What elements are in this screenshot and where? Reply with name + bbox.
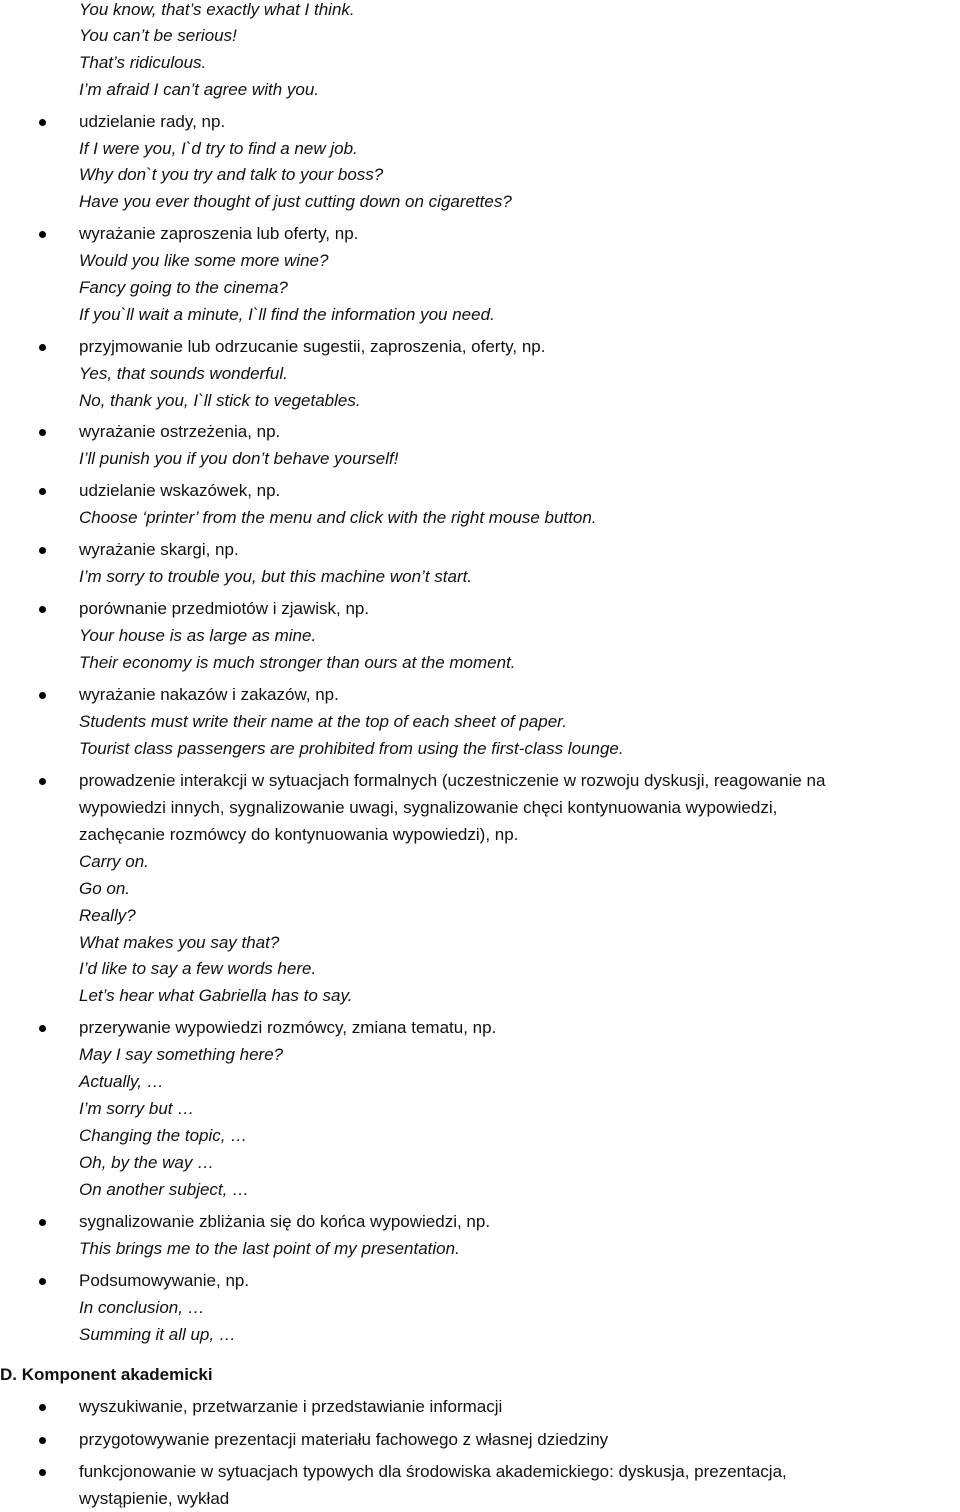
example-text: Oh, by the way … xyxy=(79,1153,215,1172)
bullet-icon xyxy=(39,606,46,613)
example-text: Why don`t you try and talk to your boss? xyxy=(79,165,384,184)
bullet-icon xyxy=(39,692,46,699)
example-text: You know, that’s exactly what I think. xyxy=(79,0,355,19)
example-text: Students must write their name at the top of each sheet of paper. xyxy=(79,712,567,731)
example-text: Tourist class passengers are prohibited from using the first-class lounge. xyxy=(79,739,624,758)
bullet-icon xyxy=(39,488,46,495)
example-text: If you`ll wait a minute, I`ll find the information you need. xyxy=(79,305,495,324)
example-text: If I were you, I`d try to find a new job. xyxy=(79,139,358,158)
bullet-item-text: wyrażanie zaproszenia lub oferty, np. xyxy=(79,224,359,243)
example-text: May I say something here? xyxy=(79,1045,284,1064)
bullet-item-text: wyrażanie nakazów i zakazów, np. xyxy=(79,685,339,704)
bullet-item-text: prowadzenie interakcji w sytuacjach formalnych (uczestniczenie w rozwoju dyskusji, reagowanie na xyxy=(79,771,826,790)
example-text: This brings me to the last point of my presentation. xyxy=(79,1239,460,1258)
bullet-item-text: wypowiedzi innych, sygnalizowanie uwagi, sygnalizowanie chęci kontynuowania wypowiedzi, xyxy=(79,798,778,817)
bullet-icon xyxy=(39,778,46,785)
example-text: I’m sorry but … xyxy=(79,1099,195,1118)
section-heading: D. Komponent akademicki xyxy=(0,1365,213,1384)
bullet-item-text: przyjmowanie lub odrzucanie sugestii, zaproszenia, oferty, np. xyxy=(79,337,546,356)
bullet-item-text: funkcjonowanie w sytuacjach typowych dla środowiska akademickiego: dyskusja, prezentacja, xyxy=(79,1462,787,1481)
example-text: You can’t be serious! xyxy=(79,26,237,45)
example-text: Summing it all up, … xyxy=(79,1325,236,1344)
bullet-item-text: przerywanie wypowiedzi rozmówcy, zmiana tematu, np. xyxy=(79,1018,497,1037)
example-text: I’m sorry to trouble you, but this machine won’t start. xyxy=(79,567,473,586)
example-text: Fancy going to the cinema? xyxy=(79,278,288,297)
bullet-icon xyxy=(39,1278,46,1285)
example-text: Actually, … xyxy=(79,1072,164,1091)
example-text: Really? xyxy=(79,906,136,925)
bullet-item-text: zachęcanie rozmówcy do kontynuowania wypowiedzi), np. xyxy=(79,825,519,844)
example-text: Would you like some more wine? xyxy=(79,251,329,270)
bullet-item-text: udzielanie wskazówek, np. xyxy=(79,481,281,500)
example-text: Your house is as large as mine. xyxy=(79,626,317,645)
example-text: Choose ‘printer’ from the menu and click with the right mouse button. xyxy=(79,508,597,527)
bullet-icon xyxy=(39,1469,46,1476)
example-text: Let’s hear what Gabriella has to say. xyxy=(79,986,353,1005)
bullet-icon xyxy=(39,344,46,351)
bullet-item-text: Podsumowywanie, np. xyxy=(79,1271,250,1290)
example-text: Changing the topic, … xyxy=(79,1126,248,1145)
example-text: Go on. xyxy=(79,879,131,898)
example-text: Carry on. xyxy=(79,852,149,871)
example-text: Their economy is much stronger than ours at the moment. xyxy=(79,653,516,672)
example-text: I’ll punish you if you don’t behave yourself! xyxy=(79,449,399,468)
bullet-item-text: udzielanie rady, np. xyxy=(79,112,226,131)
bullet-item-text: wyszukiwanie, przetwarzanie i przedstawianie informacji xyxy=(79,1397,503,1416)
example-text: No, thank you, I`ll stick to vegetables. xyxy=(79,391,361,410)
example-text: That’s ridiculous. xyxy=(79,53,207,72)
bullet-icon xyxy=(39,1437,46,1444)
bullet-icon xyxy=(39,1219,46,1226)
bullet-icon xyxy=(39,547,46,554)
example-text: Yes, that sounds wonderful. xyxy=(79,364,288,383)
bullet-item-text: wyrażanie ostrzeżenia, np. xyxy=(79,422,281,441)
bullet-icon xyxy=(39,429,46,436)
example-text: Have you ever thought of just cutting down on cigarettes? xyxy=(79,192,512,211)
bullet-item-text: wyrażanie skargi, np. xyxy=(79,540,239,559)
bullet-icon xyxy=(39,1025,46,1032)
example-text: In conclusion, … xyxy=(79,1298,205,1317)
example-text: On another subject, … xyxy=(79,1180,250,1199)
bullet-item-text: wystąpienie, wykład xyxy=(79,1489,230,1508)
bullet-item-text: przygotowywanie prezentacji materiału fachowego z własnej dziedziny xyxy=(79,1430,609,1449)
example-text: What makes you say that? xyxy=(79,933,280,952)
bullet-item-text: porównanie przedmiotów i zjawisk, np. xyxy=(79,599,370,618)
bullet-icon xyxy=(39,1404,46,1411)
example-text: I’m afraid I can’t agree with you. xyxy=(79,80,320,99)
bullet-icon xyxy=(39,231,46,238)
example-text: I’d like to say a few words here. xyxy=(79,959,317,978)
bullet-icon xyxy=(39,119,46,126)
bullet-item-text: sygnalizowanie zbliżania się do końca wypowiedzi, np. xyxy=(79,1212,491,1231)
